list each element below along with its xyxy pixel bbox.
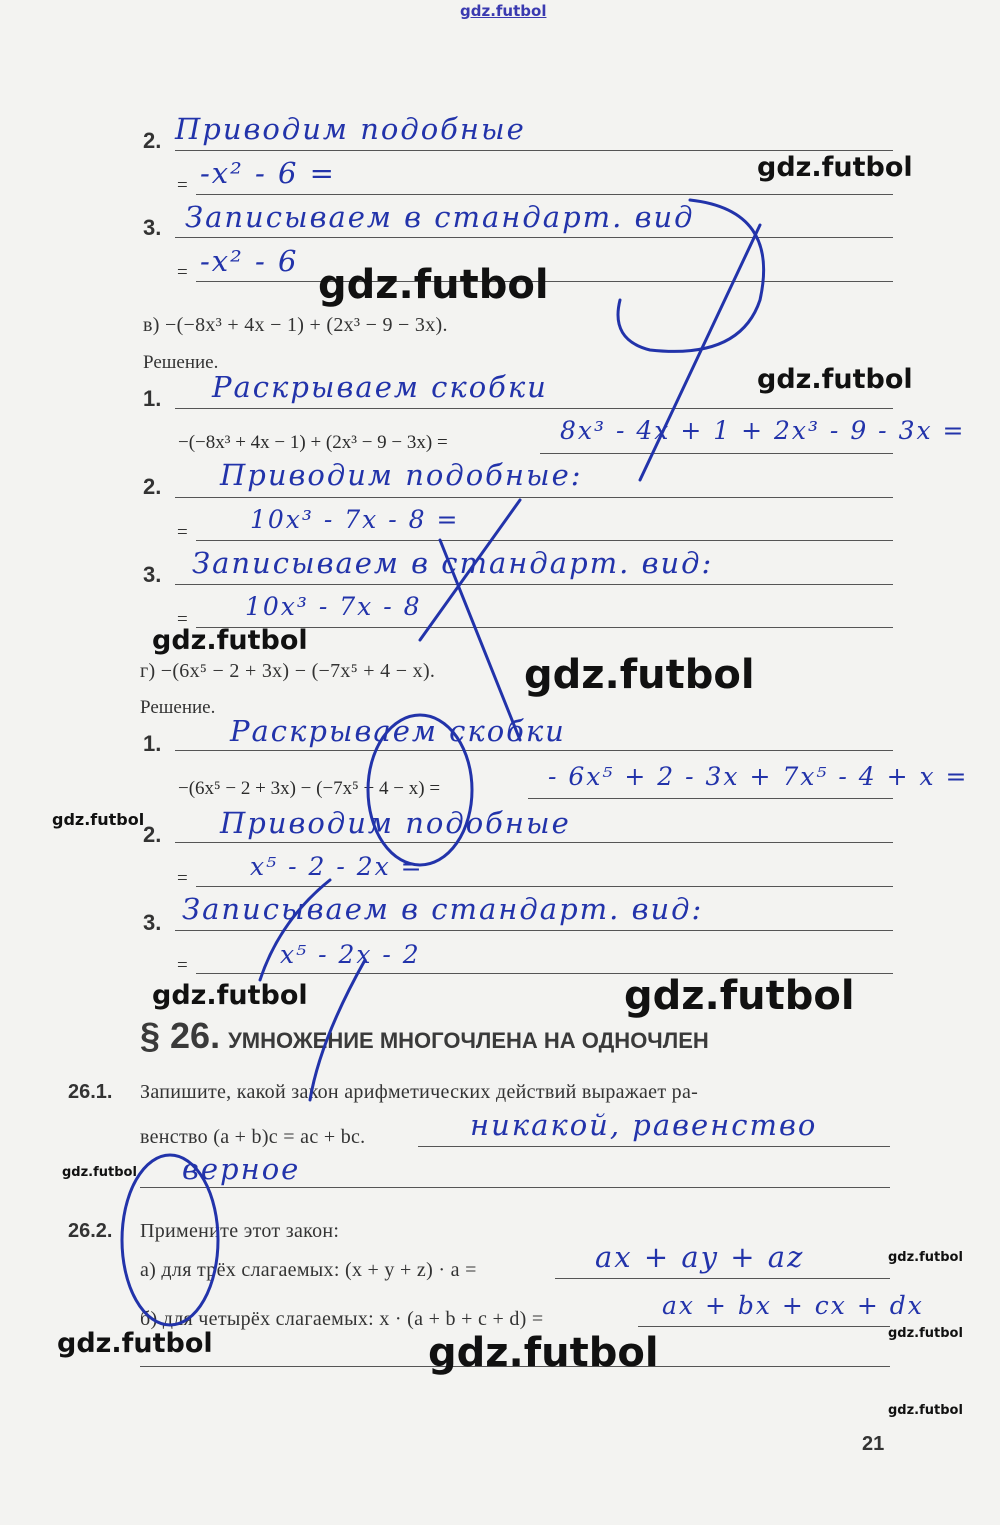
watermark: gdz.futbol (757, 152, 913, 183)
task-expression: −(−8x³ + 4x − 1) + (2x³ − 9 − 3x) = (178, 432, 448, 453)
answer-line (175, 584, 893, 585)
solution-label: Решение. (143, 352, 219, 373)
equals-sign: = (177, 262, 188, 283)
watermark: gdz.futbol (152, 980, 308, 1011)
answer-line (540, 453, 893, 454)
answer-line (418, 1146, 890, 1147)
answer-line (140, 1187, 890, 1188)
equals-sign: = (177, 955, 188, 976)
handwritten-answer: Записываем в стандарт. вид: (192, 546, 714, 580)
handwritten-answer: -x² - 6 (200, 244, 299, 278)
watermark: gdz.futbol (318, 262, 549, 308)
step-number: 2. (143, 822, 162, 847)
answer-line (175, 930, 893, 931)
section-heading (140, 1015, 709, 1057)
answer-line (555, 1278, 890, 1279)
watermark: gdz.futbol (888, 1250, 963, 1265)
watermark: gdz.futbol (57, 1328, 213, 1359)
equals-sign: = (177, 868, 188, 889)
watermark: gdz.futbol (757, 364, 913, 395)
handwritten-answer: Приводим подобные: (220, 458, 583, 492)
handwritten-answer: Приводим подобные (175, 112, 526, 146)
handwritten-answer: ax + ay + az (595, 1240, 805, 1274)
task-text: венство (a + b)c = ac + bc. (140, 1126, 366, 1148)
answer-line (175, 408, 893, 409)
watermark: gdz.futbol (524, 652, 755, 698)
task-number: 26.2. (68, 1220, 113, 1242)
task-expression: −(6x⁵ − 2 + 3x) − (−7x⁵ + 4 − x) = (178, 778, 441, 799)
step-number: 3. (143, 215, 162, 240)
handwritten-answer: Записываем в стандарт. вид (185, 200, 695, 234)
section-symbol: § 26. (140, 1015, 221, 1056)
watermark: gdz.futbol (888, 1403, 963, 1418)
step-number: 1. (143, 386, 162, 411)
equals-sign: = (177, 609, 188, 630)
equals-sign: = (177, 522, 188, 543)
answer-line (638, 1326, 890, 1327)
watermark: gdz.futbol (888, 1326, 963, 1341)
handwritten-answer: - 6x⁵ + 2 - 3x + 7x⁵ - 4 + x = (548, 762, 969, 791)
step-number: 3. (143, 910, 162, 935)
page-number: 21 (862, 1433, 885, 1455)
solution-label: Решение. (140, 697, 216, 718)
equals-sign: = (177, 175, 188, 196)
task-text: а) для трёх слагаемых: (x + y + z) · a = (140, 1259, 477, 1281)
watermark: gdz.futbol (52, 810, 145, 829)
handwritten-answer: Раскрываем скобки (230, 714, 566, 748)
watermark: gdz.futbol (152, 625, 308, 656)
task-text: Запишите, какой закон арифметических действий выражает ра- (140, 1081, 699, 1103)
handwritten-answer: -x² - 6 = (200, 156, 336, 190)
answer-line (175, 237, 893, 238)
task-text: б) для четырёх слагаемых: x · (a + b + c + d) = (140, 1308, 544, 1330)
answer-line (175, 497, 893, 498)
task-v-statement: в) −(−8x³ + 4x − 1) + (2x³ − 9 − 3x). (143, 314, 448, 336)
handwritten-answer: верное (182, 1152, 301, 1186)
handwritten-answer: 8x³ - 4x + 1 + 2x³ - 9 - 3x = (560, 416, 966, 445)
answer-line (196, 886, 893, 887)
watermark: gdz.futbol (428, 1330, 659, 1376)
task-g-statement: г) −(6x⁵ − 2 + 3x) − (−7x⁵ + 4 − x). (140, 660, 436, 682)
handwritten-answer: x⁵ - 2 - 2x = (250, 852, 424, 881)
handwritten-answer: 10x³ - 7x - 8 = (250, 505, 460, 534)
section-title: УМНОЖЕНИЕ МНОГОЧЛЕНА НА ОДНОЧЛЕН (228, 1028, 709, 1053)
answer-line (196, 194, 893, 195)
handwritten-answer: ax + bx + cx + dx (662, 1291, 924, 1320)
step-number: 2. (143, 128, 162, 153)
answer-line (196, 540, 893, 541)
answer-line (175, 750, 893, 751)
watermark: gdz.futbol (62, 1165, 137, 1180)
answer-line (175, 150, 893, 151)
handwritten-answer: x⁵ - 2x - 2 (280, 940, 421, 969)
step-number: 3. (143, 562, 162, 587)
handwritten-answer: Раскрываем скобки (212, 370, 548, 404)
step-number: 2. (143, 474, 162, 499)
step-number: 1. (143, 731, 162, 756)
handwritten-answer: никакой, равенство (470, 1108, 818, 1142)
handwritten-answer: 10x³ - 7x - 8 (245, 592, 422, 621)
watermark: gdz.futbol (624, 973, 855, 1019)
top-watermark: gdz.futbol (460, 2, 547, 20)
task-number: 26.1. (68, 1081, 113, 1103)
task-text: Примените этот закон: (140, 1220, 340, 1242)
answer-line (528, 798, 893, 799)
answer-line (175, 842, 893, 843)
handwritten-answer: Записываем в стандарт. вид: (182, 892, 704, 926)
handwritten-answer: Приводим подобные (220, 806, 571, 840)
